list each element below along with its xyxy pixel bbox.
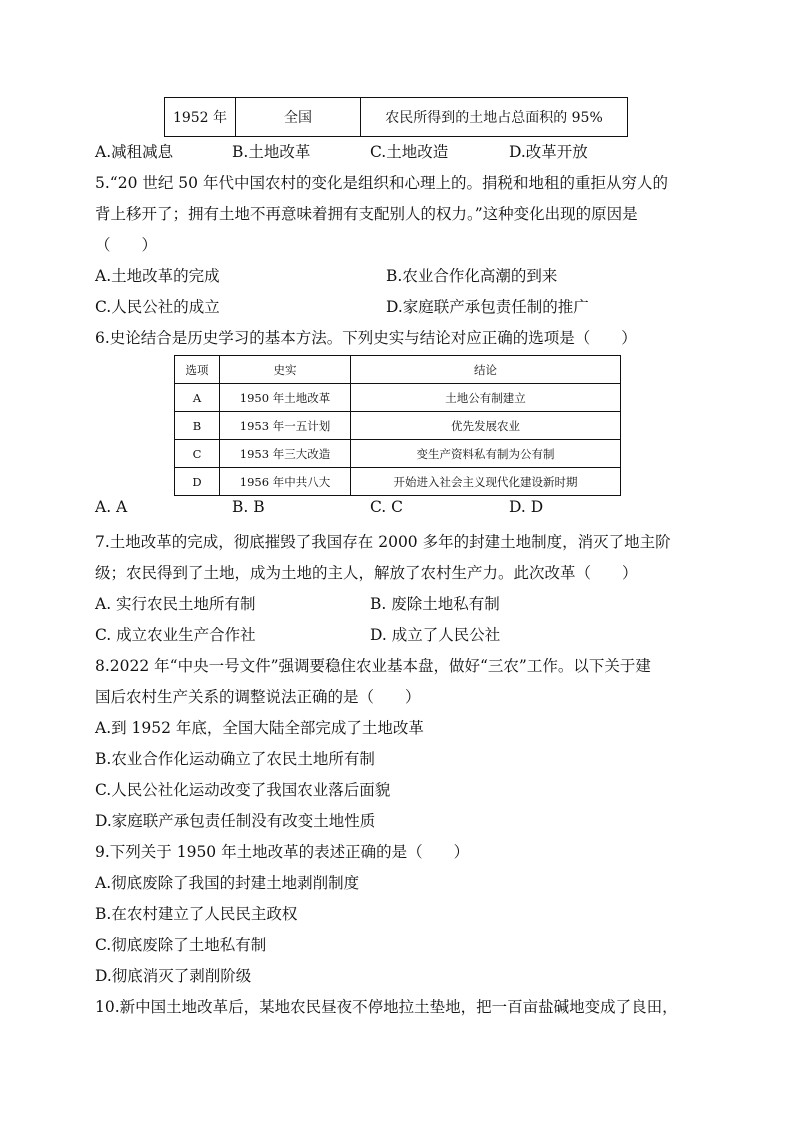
table-cell: 开始进入社会主义现代化建设新时期 bbox=[351, 468, 621, 496]
q5-option-b[interactable]: B.农业合作化高潮的到来 bbox=[386, 267, 558, 285]
q4-option-c[interactable]: C.土地改造 bbox=[370, 143, 449, 161]
land-reform-table bbox=[164, 97, 628, 137]
q8-stem-line2: 国后农村生产关系的调整说法正确的是（ ） bbox=[95, 688, 421, 706]
table-cell: D bbox=[175, 468, 220, 496]
table-header-option: 选项 bbox=[175, 356, 220, 384]
q7-option-a[interactable]: A. 实行农民土地所有制 bbox=[95, 595, 256, 613]
q8-option-b[interactable]: B.农业合作化运动确立了农民土地所有制 bbox=[95, 750, 375, 768]
table-cell: C bbox=[175, 440, 220, 468]
table-cell-region: 全国 bbox=[236, 98, 361, 137]
table-cell: 1950 年土地改革 bbox=[220, 384, 351, 412]
q5-option-a[interactable]: A.土地改革的完成 bbox=[95, 267, 220, 285]
table-cell: 1956 年中共八大 bbox=[220, 468, 351, 496]
q6-option-a[interactable]: A. A bbox=[95, 498, 128, 516]
table-cell-result: 农民所得到的土地占总面积的 95% bbox=[361, 98, 628, 137]
table-row bbox=[175, 384, 621, 412]
table-cell-year: 1952 年 bbox=[165, 98, 236, 137]
q4-option-d[interactable]: D.改革开放 bbox=[509, 143, 588, 161]
q5-option-d[interactable]: D.家庭联产承包责任制的推广 bbox=[386, 298, 589, 316]
q9-option-c[interactable]: C.彻底废除了土地私有制 bbox=[95, 936, 267, 954]
q7-stem-line1: 7.土地改革的完成，彻底摧毁了我国存在 2000 多年的封建土地制度，消灭了地主阶 bbox=[95, 533, 671, 551]
q9-stem: 9.下列关于 1950 年土地改革的表述正确的是（ ） bbox=[95, 843, 470, 861]
table-cell: 1953 年一五计划 bbox=[220, 412, 351, 440]
table-cell: 优先发展农业 bbox=[351, 412, 621, 440]
q8-option-d[interactable]: D.家庭联产承包责任制没有改变土地性质 bbox=[95, 812, 376, 830]
table-cell: B bbox=[175, 412, 220, 440]
q7-option-b[interactable]: B. 废除土地私有制 bbox=[370, 595, 500, 613]
q9-option-d[interactable]: D.彻底消灭了剥削阶级 bbox=[95, 967, 252, 985]
table-header-row bbox=[175, 356, 621, 384]
q10-stem-line1: 10.新中国土地改革后，某地农民昼夜不停地拉土垫地，把一百亩盐碱地变成了良田， bbox=[95, 998, 678, 1016]
q5-stem-line1: 5.“20 世纪 50 年代中国农村的变化是组织和心理上的。捐税和地租的重拒从穷人的 bbox=[95, 174, 668, 192]
table-header-conclusion: 结论 bbox=[351, 356, 621, 384]
table-cell: 1953 年三大改造 bbox=[220, 440, 351, 468]
q5-answer-blank: （ ） bbox=[95, 236, 158, 254]
q7-stem-line2: 级；农民得到了土地，成为土地的主人，解放了农村生产力。此次改革（ ） bbox=[95, 564, 638, 582]
q8-option-a[interactable]: A.到 1952 年底，全国大陆全部完成了土地改革 bbox=[95, 719, 424, 737]
table-row bbox=[175, 412, 621, 440]
table-row bbox=[175, 468, 621, 496]
q6-option-c[interactable]: C. C bbox=[370, 498, 404, 516]
table-row bbox=[175, 440, 621, 468]
table-cell: 土地公有制建立 bbox=[351, 384, 621, 412]
q4-option-a[interactable]: A.减租减息 bbox=[95, 143, 174, 161]
table-header-fact: 史实 bbox=[220, 356, 351, 384]
q7-option-d[interactable]: D. 成立了人民公社 bbox=[370, 626, 501, 644]
table-row bbox=[165, 98, 628, 137]
q5-option-c[interactable]: C.人民公社的成立 bbox=[95, 298, 220, 316]
q8-option-c[interactable]: C.人民公社化运动改变了我国农业落后面貌 bbox=[95, 781, 391, 799]
q8-stem-line1: 8.2022 年“中央一号文件”强调要稳住农业基本盘，做好“三农”工作。以下关于建 bbox=[95, 657, 651, 675]
q6-option-d[interactable]: D. D bbox=[509, 498, 544, 516]
q9-option-a[interactable]: A.彻底废除了我国的封建土地剥削制度 bbox=[95, 874, 360, 892]
q9-option-b[interactable]: B.在农村建立了人民民主政权 bbox=[95, 905, 298, 923]
q6-table bbox=[174, 355, 621, 496]
table-cell: A bbox=[175, 384, 220, 412]
q6-stem: 6.史论结合是历史学习的基本方法。下列史实与结论对应正确的选项是（ ） bbox=[95, 329, 637, 347]
q4-option-b[interactable]: B.土地改革 bbox=[232, 143, 311, 161]
q5-stem-line2: 背上移开了；拥有土地不再意味着拥有支配别人的权力。”这种变化出现的原因是 bbox=[95, 205, 638, 223]
table-cell: 变生产资料私有制为公有制 bbox=[351, 440, 621, 468]
q7-option-c[interactable]: C. 成立农业生产合作社 bbox=[95, 626, 256, 644]
q6-option-b[interactable]: B. B bbox=[232, 498, 265, 516]
